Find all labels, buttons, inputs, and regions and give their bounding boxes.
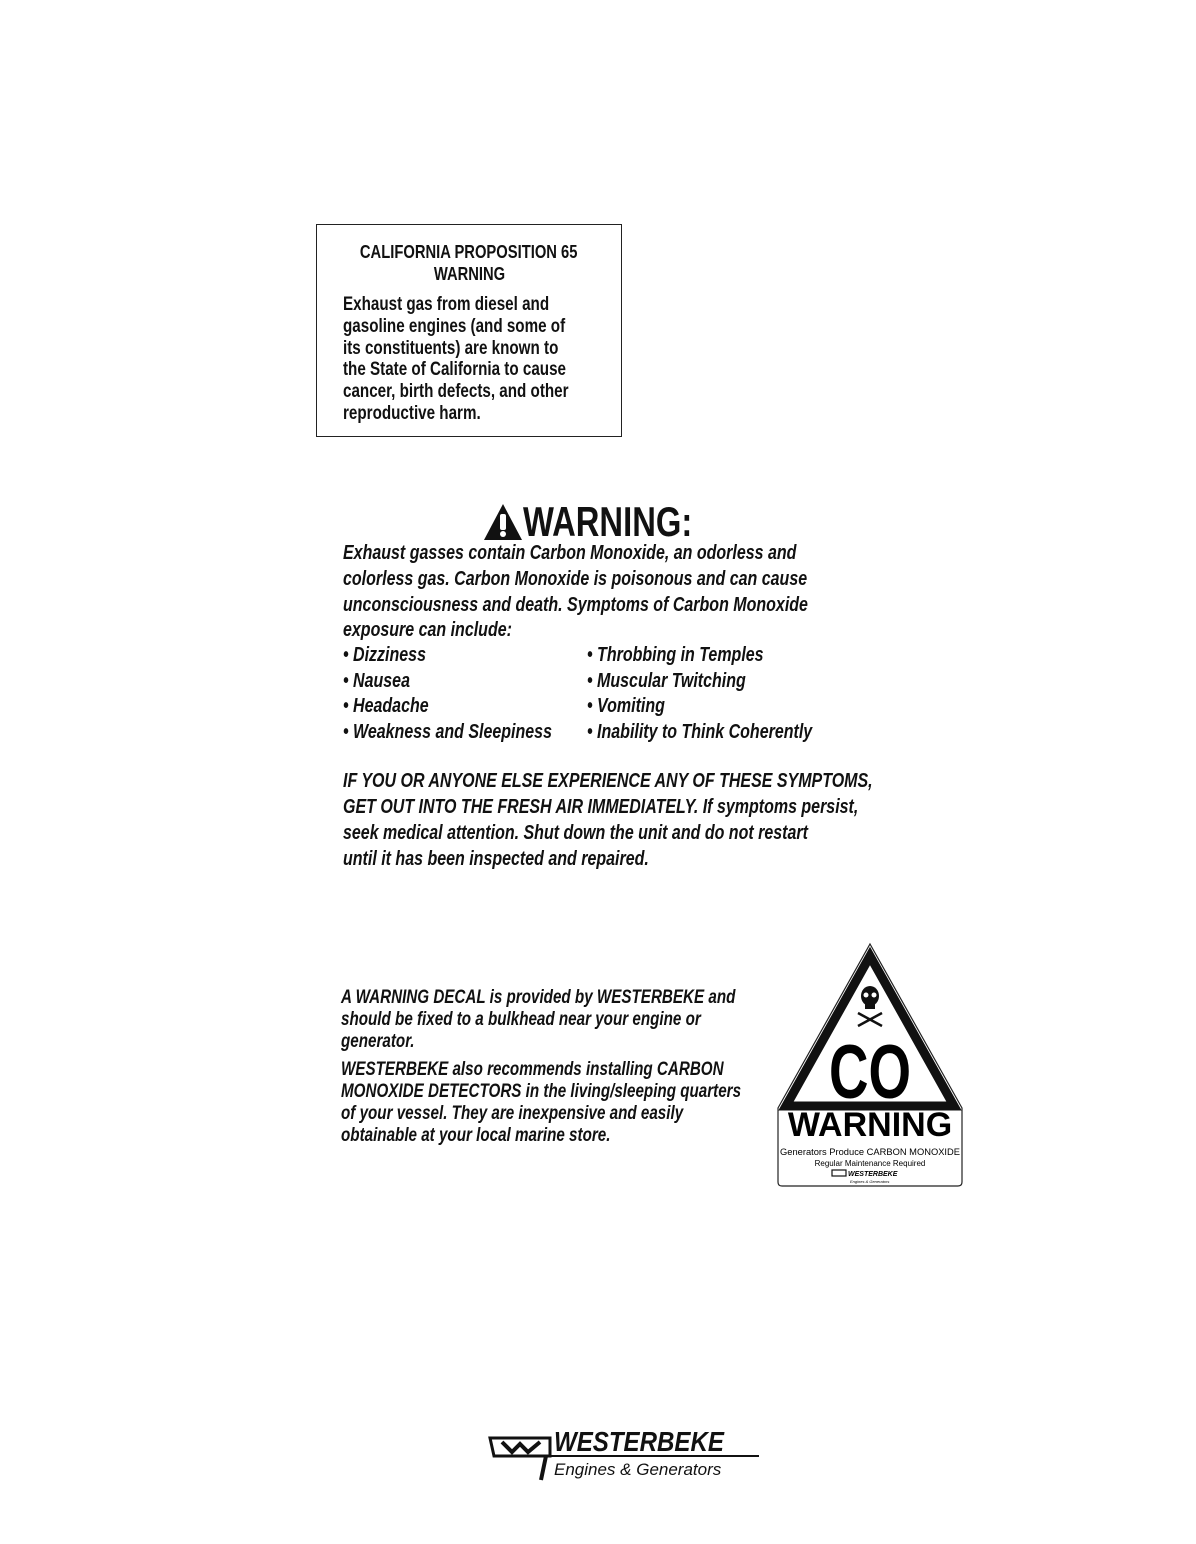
westerbeke-logo	[484, 1428, 764, 1484]
symptom-item: • Inability to Think Coherently	[587, 720, 813, 743]
decal-symbol: CO	[828, 1030, 912, 1116]
decal-title: WARNING	[787, 1106, 953, 1144]
intro-line: exposure can include:	[343, 619, 512, 642]
warning-triangle-icon	[483, 503, 523, 541]
prop65-body-line: cancer, birth defects, and other	[343, 381, 569, 403]
decal-brand: WESTERBEKE	[848, 1171, 898, 1178]
decal-note-line: WESTERBEKE also recommends installing CARBON	[341, 1059, 724, 1080]
prop65-title-line: WARNING	[433, 264, 505, 284]
decal-brand-sub: Engines & Generators	[850, 1179, 890, 1184]
prop65-body-line: its constituents) are known to	[343, 337, 559, 359]
decal-line1: Generators Produce CARBON MONOXIDE	[780, 1147, 960, 1157]
symptom-item: • Throbbing in Temples	[587, 644, 764, 666]
decal-note-line: MONOXIDE DETECTORS in the living/sleeping quarters	[341, 1081, 742, 1102]
logo-brand: WESTERBEKE	[554, 1426, 724, 1457]
action-line: IF YOU OR ANYONE ELSE EXPERIENCE ANY OF THESE SYMPTOMS,	[343, 770, 873, 792]
symptom-item: • Headache	[343, 695, 429, 717]
prop65-body-line: the State of California to cause	[343, 359, 566, 381]
intro-line: colorless gas. Carbon Monoxide is poisonous and can cause	[343, 567, 808, 590]
prop65-body-line: gasoline engines (and some of	[343, 315, 566, 337]
co-warning-heading	[483, 497, 740, 545]
prop65-title-line: CALIFORNIA PROPOSITION 65	[360, 242, 578, 262]
decal-note-line: should be fixed to a bulkhead near your engine or	[341, 1009, 701, 1030]
prop65-subtitle	[316, 265, 622, 285]
symptom-item: • Muscular Twitching	[587, 669, 746, 692]
prop65-body-line: Exhaust gas from diesel and	[343, 294, 550, 315]
prop65-title	[316, 243, 622, 263]
action-line: GET OUT INTO THE FRESH AIR IMMEDIATELY. If symptoms persist,	[343, 796, 859, 818]
symptom-item: • Vomiting	[587, 695, 665, 717]
action-line: until it has been inspected and repaired.	[343, 848, 649, 870]
warning-title: WARNING:	[523, 497, 693, 545]
intro-line: unconsciousness and death. Symptoms of Carbon Monoxide	[343, 593, 808, 616]
decal-line2: Regular Maintenance Required	[814, 1159, 926, 1168]
prop65-body-line: reproductive harm.	[343, 403, 481, 424]
decal-note-line: generator.	[341, 1031, 415, 1052]
co-warning-decal	[776, 942, 964, 1188]
logo-tagline: Engines & Generators	[554, 1460, 722, 1479]
symptom-item: • Weakness and Sleepiness	[343, 720, 552, 743]
decal-note-line: of your vessel. They are inexpensive and easily	[341, 1103, 684, 1124]
symptom-item: • Dizziness	[343, 644, 426, 666]
intro-line: Exhaust gasses contain Carbon Monoxide, an odorless and	[343, 542, 797, 564]
symptom-item: • Nausea	[343, 669, 410, 692]
decal-note-line: obtainable at your local marine store.	[341, 1125, 611, 1146]
action-line: seek medical attention. Shut down the unit and do not restart	[343, 822, 808, 844]
decal-note-line: A WARNING DECAL is provided by WESTERBEKE and	[341, 987, 736, 1008]
